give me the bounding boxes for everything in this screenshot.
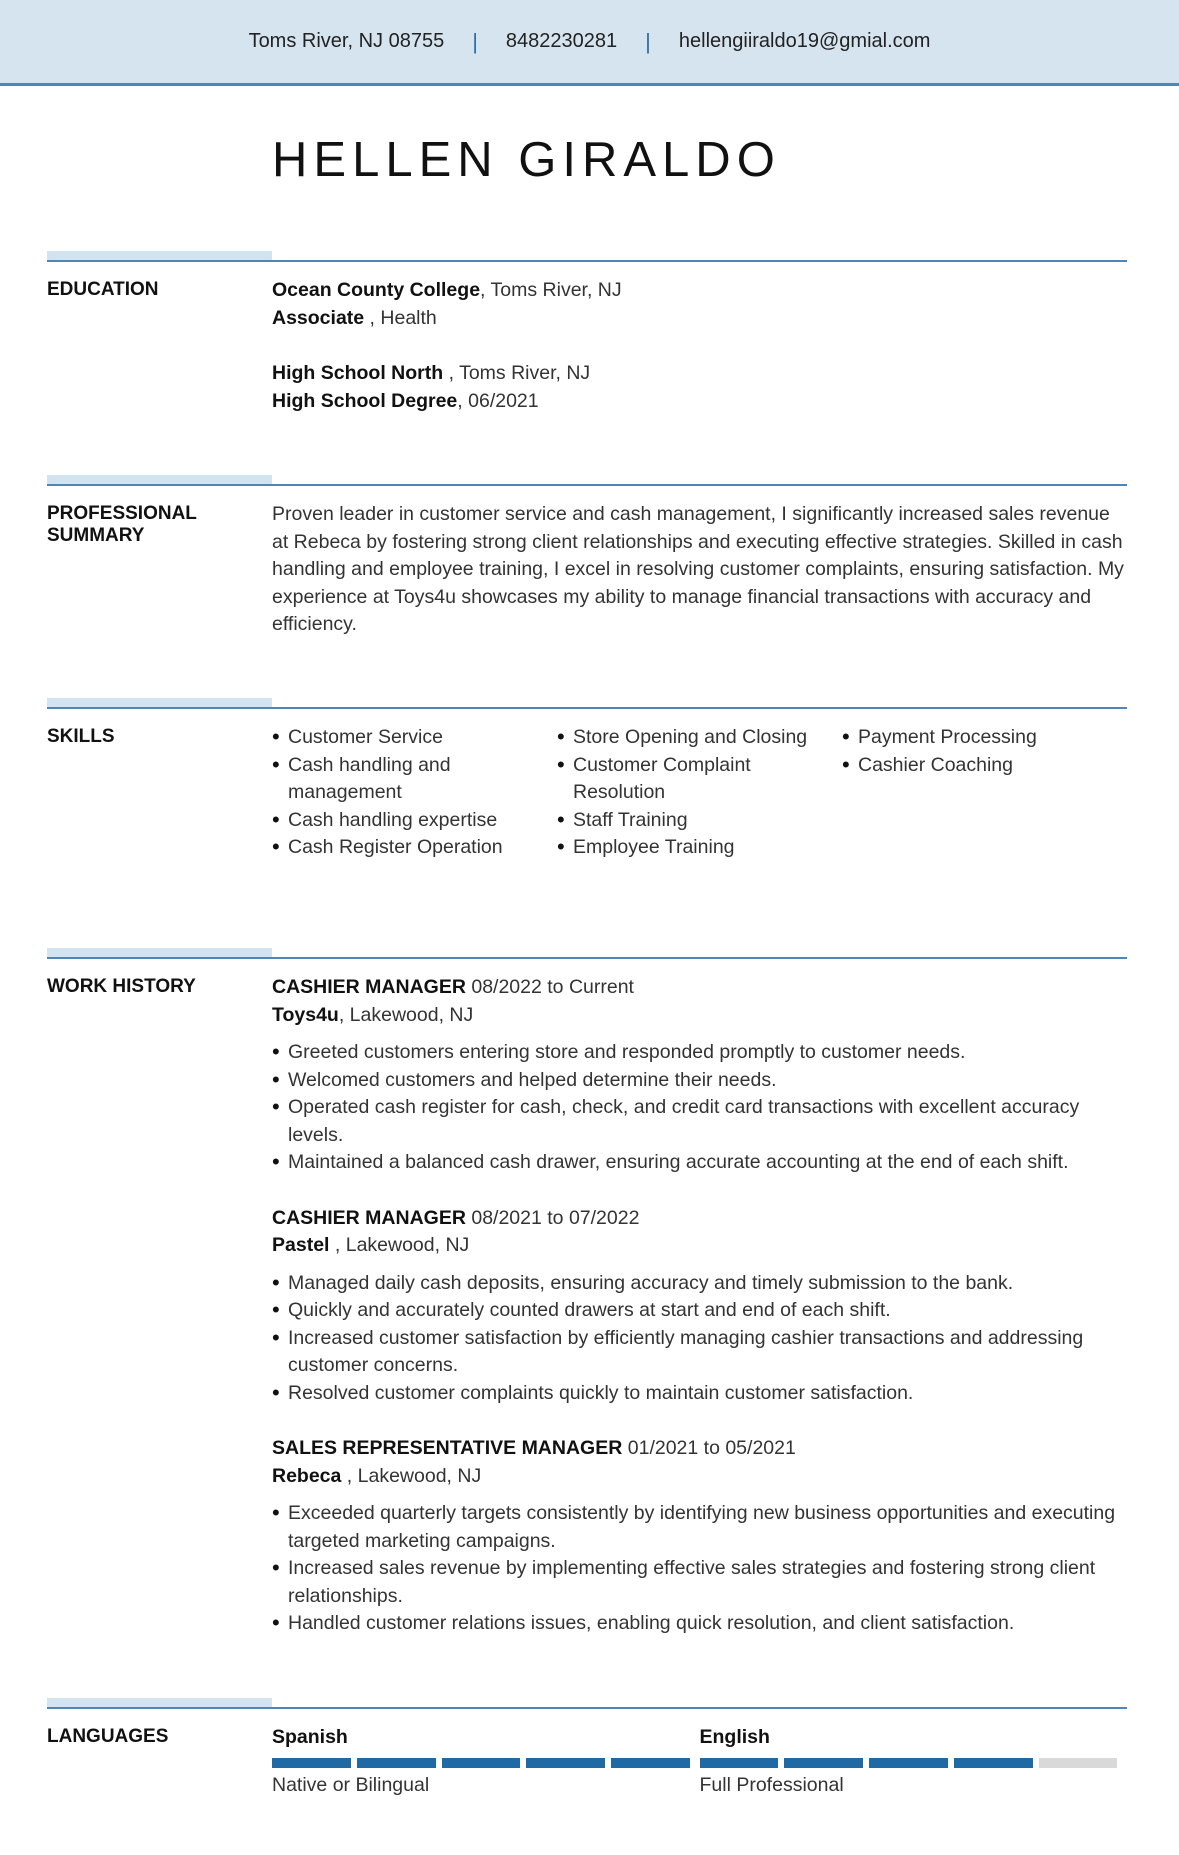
job-bullet: • Exceeded quarterly targets consistently by identifying new business opportunities and executing targeted marketing campaigns.: [272, 1500, 1127, 1555]
candidate-name: HELLEN GIRALDO: [272, 133, 781, 187]
job-bullet: • Welcomed customers and helped determine their needs.: [272, 1067, 1127, 1095]
job-bullet: • Handled customer relations issues, enabling quick resolution, and client satisfaction.: [272, 1610, 1127, 1638]
job-bullet: • Greeted customers entering store and responded promptly to customer needs.: [272, 1039, 1127, 1067]
skill-item: • Employee Training: [557, 834, 842, 862]
job-bullet: • Increased customer satisfaction by efficiently managing cashier transactions and addressing customer concerns.: [272, 1325, 1127, 1380]
skill-item: • Customer Complaint Resolution: [557, 752, 842, 807]
job-company: Toys4u: [272, 1003, 339, 1026]
rating-segment-filled: [442, 1758, 521, 1768]
rating-segment-filled: [784, 1758, 863, 1768]
school-location: Toms River, NJ: [459, 362, 591, 384]
section-divider: [47, 251, 1127, 263]
skills-section: [47, 698, 1127, 898]
education-list: [272, 277, 1127, 415]
rating-segment-filled: [526, 1758, 605, 1768]
contact-separator: |: [645, 28, 651, 54]
skill-item: • Customer Service: [272, 724, 557, 752]
skill-item: • Payment Processing: [842, 724, 1127, 752]
school-location: Toms River, NJ: [490, 279, 622, 301]
job-dates: 01/2021 to 05/2021: [627, 1437, 796, 1459]
language-name: Spanish: [272, 1726, 348, 1748]
job-role: CASHIER MANAGER: [272, 976, 466, 998]
job-bullet: • Operated cash register for cash, check, and credit card transactions with excellent accuracy levels.: [272, 1094, 1127, 1149]
language-rating-bar: [272, 1758, 690, 1768]
section-title: WORK HISTORY: [47, 976, 196, 997]
education-section: [47, 251, 1127, 421]
skill-item: • Staff Training: [557, 807, 842, 835]
language-item: [272, 1724, 700, 1799]
language-rating-bar: [700, 1758, 1118, 1768]
section-title: LANGUAGES: [47, 1726, 169, 1747]
degree-name: High School Degree: [272, 389, 458, 412]
rating-segment-filled: [272, 1758, 351, 1768]
contact-email: hellengiiraldo19@gmial.com: [678, 30, 931, 52]
degree-name: Associate: [272, 306, 365, 329]
contact-header: [0, 0, 1179, 86]
education-entry: Ocean County College, Toms River, NJ Associate , Health: [272, 279, 622, 329]
job-entry: CASHIER MANAGER 08/2021 to 07/2022 Pastel , Lakewood, NJ • Managed daily cash deposits, ensuring accuracy and timely submission to the bank. • Quickly and accurately counted drawers at start and end of each shift. • Increased customer satisfaction by efficiently managing cashier transactions and addressing customer concerns. • Resolved customer complaints quickly to maintain customer satisfaction.: [272, 1205, 1127, 1408]
job-dates: 08/2021 to 07/2022: [471, 1206, 640, 1229]
job-entry: CASHIER MANAGER 08/2022 to Current Toys4u, Lakewood, NJ • Greeted customers entering store and responded promptly to customer needs. • Welcomed customers and helped determine their needs. • Operated cash register for cash, check, and credit card transactions with excellent accuracy levels. • Maintained a balanced cash drawer, ensuring accurate accounting at the end of each shift.: [272, 974, 1127, 1177]
skill-item: • Cash handling expertise: [272, 807, 557, 835]
section-divider: [47, 698, 1127, 710]
job-role: SALES REPRESENTATIVE MANAGER: [272, 1437, 623, 1459]
skill-item: • Cashier Coaching: [842, 752, 1127, 780]
contact-address: Toms River, NJ 08755: [248, 30, 445, 52]
education-entry: High School North , Toms River, NJ High School Degree, 06/2021: [272, 362, 591, 412]
summary-text: Proven leader in customer service and cash management, I significantly increased sales revenue at Rebeca by fostering strong client relationships and executing effective strategies. Skilled in cash handling and employee training, I excel in resolving customer complaints, ensuring satisfaction. My experience at Toys4u showcases my ability to manage financial transactions with accuracy and efficiency.: [272, 503, 1124, 635]
skill-item: • Store Opening and Closing: [557, 724, 842, 752]
section-divider: [47, 948, 1127, 960]
job-bullet: • Resolved customer complaints quickly to maintain customer satisfaction.: [272, 1380, 1127, 1408]
section-divider: [47, 475, 1127, 487]
skills-columns: [272, 724, 1127, 862]
job-bullet: • Quickly and accurately counted drawers at start and end of each shift.: [272, 1297, 1127, 1325]
jobs-list: [272, 974, 1127, 1666]
rating-segment-empty: [1039, 1758, 1118, 1768]
work-history-section: [47, 948, 1127, 1668]
job-location: Lakewood, NJ: [349, 1003, 474, 1026]
job-dates: 08/2022 to Current: [471, 976, 634, 998]
rating-segment-filled: [954, 1758, 1033, 1768]
job-bullet: • Managed daily cash deposits, ensuring accuracy and timely submission to the bank.: [272, 1270, 1127, 1298]
degree-detail: Health: [380, 306, 437, 329]
languages-section: [47, 1698, 1127, 1818]
languages-list: [272, 1724, 1127, 1799]
contact-separator: |: [472, 28, 478, 54]
contact-phone: 8482230281: [505, 30, 618, 52]
section-title: PROFESSIONAL SUMMARY: [47, 503, 197, 546]
school-name: High School North: [272, 362, 444, 384]
language-level: Full Professional: [699, 1773, 844, 1796]
job-company: Rebeca: [272, 1464, 342, 1487]
degree-detail: 06/2021: [468, 389, 539, 412]
rating-segment-filled: [611, 1758, 690, 1768]
language-item: [700, 1724, 1128, 1799]
job-bullet: • Maintained a balanced cash drawer, ensuring accurate accounting at the end of each shift.: [272, 1149, 1127, 1177]
summary-section: [47, 475, 1127, 655]
school-name: Ocean County College: [272, 279, 481, 301]
job-role: CASHIER MANAGER: [272, 1206, 466, 1229]
language-level: Native or Bilingual: [272, 1773, 430, 1796]
language-name: English: [699, 1726, 770, 1748]
section-divider: [47, 1698, 1127, 1710]
skill-item: • Cash handling and management: [272, 752, 557, 807]
skills-column: [272, 724, 557, 862]
section-title: SKILLS: [47, 726, 115, 747]
job-location: Lakewood, NJ: [345, 1234, 470, 1256]
section-title: EDUCATION: [47, 279, 159, 300]
job-company: Pastel: [272, 1234, 330, 1256]
rating-segment-filled: [700, 1758, 779, 1768]
rating-segment-filled: [869, 1758, 948, 1768]
skills-column: [557, 724, 842, 862]
job-bullet: • Increased sales revenue by implementing effective sales strategies and fostering strong client relationships.: [272, 1555, 1127, 1610]
skills-column: [842, 724, 1127, 862]
job-entry: SALES REPRESENTATIVE MANAGER 01/2021 to 05/2021 Rebeca , Lakewood, NJ • Exceeded quarterly targets consistently by identifying new business opportunities and executing targeted marketing campaigns. • Increased sales revenue by implementing effective sales strategies and fostering strong client relationships. • Handled customer relations issues, enabling quick resolution, and client satisfaction.: [272, 1435, 1127, 1638]
job-location: Lakewood, NJ: [357, 1464, 482, 1487]
skill-item: • Cash Register Operation: [272, 834, 557, 862]
rating-segment-filled: [357, 1758, 436, 1768]
